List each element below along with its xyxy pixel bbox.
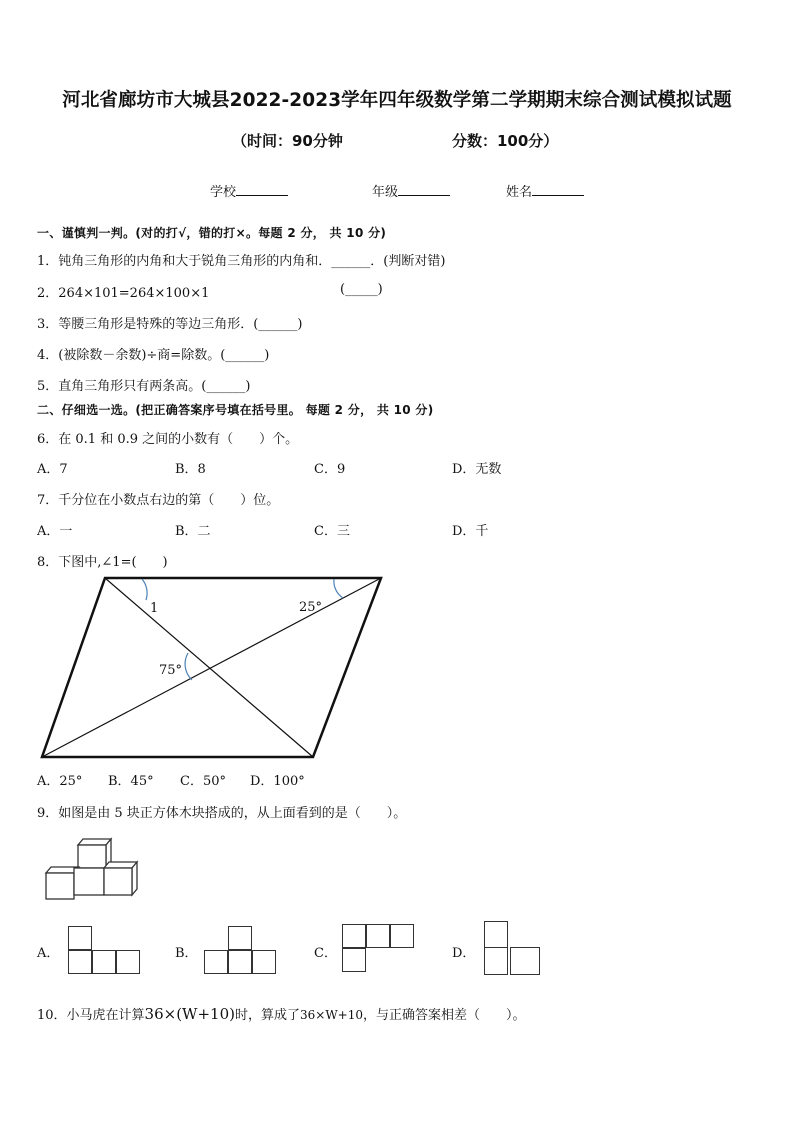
q10-stem-c: ，与正确答案相差（ ）。 <box>362 1008 526 1023</box>
cube-right <box>104 868 132 895</box>
parallelogram-figure <box>36 570 386 762</box>
q10-expr-wrong: 36×W+10 <box>300 1008 363 1022</box>
cube-top <box>78 845 106 868</box>
q9-option-d-figure[interactable] <box>484 921 540 975</box>
section1-title: 一、谨慎判一判。(对的打√，错的打×。每题 2 分， 共 10 分) <box>37 226 387 240</box>
question-6: 6．在 0.1 和 0.9 之间的小数有（ ）个。 <box>37 432 299 447</box>
question-4: 4．(被除数－余数)÷商=除数。(______) <box>37 348 270 363</box>
angle25-arc <box>334 579 343 598</box>
exam-time: （时间：90分钟 <box>232 132 343 150</box>
q6-option-c[interactable]: C．9 <box>314 462 346 477</box>
q9-option-c-label[interactable]: C． <box>314 946 337 961</box>
q9-option-a-figure[interactable] <box>68 926 142 976</box>
name-field[interactable] <box>506 181 584 200</box>
question-2-blank[interactable]: (_____) <box>340 282 383 297</box>
question-10 <box>37 1004 526 1023</box>
question-1: 1．钝角三角形的内角和大于锐角三角形的内角和．______．(判断对错) <box>37 254 446 269</box>
diagonal-2 <box>42 578 381 757</box>
question-9: 9．如图是由 5 块正方体木块搭成的，从上面看到的是（ ）。 <box>37 806 407 821</box>
q8-option-d[interactable]: D．100° <box>250 774 305 789</box>
question-7: 7．千分位在小数点右边的第（ ）位。 <box>37 493 280 508</box>
q7-option-c[interactable]: C．三 <box>314 524 350 539</box>
q9-option-c-figure[interactable] <box>342 924 418 974</box>
grade-field[interactable] <box>372 181 450 200</box>
cube-stack-figure <box>42 835 142 905</box>
question-8: 8．下图中,∠1=( ) <box>37 555 168 570</box>
grade-blank[interactable] <box>398 183 450 196</box>
question-5: 5．直角三角形只有两条高。(______) <box>37 379 251 394</box>
q6-option-d[interactable]: D．无数 <box>452 462 502 477</box>
q6-option-b[interactable]: B．8 <box>175 462 206 477</box>
q10-stem-b: 时，算成了 <box>234 1008 300 1023</box>
exam-title: 河北省廊坊市大城县2022-2023学年四年级数学第二学期期末综合测试模拟试题 <box>62 90 732 111</box>
question-2: 2．264×101=264×100×1 <box>37 286 210 301</box>
q9-option-d-label[interactable]: D． <box>452 946 476 961</box>
grade-label: 年级 <box>372 185 399 200</box>
exam-score: 分数：100分） <box>452 132 559 150</box>
angle25-label: 25° <box>299 600 323 615</box>
cube-left <box>46 873 74 899</box>
school-blank[interactable] <box>236 183 288 196</box>
q7-option-a[interactable]: A．一 <box>37 524 73 539</box>
angle75-arc <box>185 653 192 680</box>
q8-option-b[interactable]: B．45° <box>108 774 154 789</box>
angle75-label: 75° <box>159 663 183 678</box>
school-field[interactable] <box>210 181 288 200</box>
name-label: 姓名 <box>506 185 533 200</box>
q9-option-b-figure[interactable] <box>204 926 278 976</box>
diagonal-1 <box>105 578 313 757</box>
angle1-label: 1 <box>150 601 159 616</box>
angle1-arc <box>142 579 147 600</box>
section2-title: 二、仔细选一选。(把正确答案序号填在括号里。 每题 2 分， 共 10 分) <box>37 403 434 417</box>
name-blank[interactable] <box>532 183 584 196</box>
cube-middle <box>74 868 104 895</box>
q6-option-a[interactable]: A．7 <box>37 462 68 477</box>
q8-option-c[interactable]: C．50° <box>180 774 226 789</box>
q9-option-a-label[interactable]: A． <box>37 946 60 961</box>
q9-option-b-label[interactable]: B． <box>175 946 198 961</box>
q8-option-a[interactable]: A．25° <box>37 774 83 789</box>
q10-expr-correct: 36×(W+10) <box>144 1005 235 1023</box>
q10-stem-a: 10．小马虎在计算 <box>37 1008 145 1023</box>
q7-option-b[interactable]: B．二 <box>175 524 211 539</box>
question-3: 3．等腰三角形是特殊的等边三角形．(______) <box>37 317 303 332</box>
school-label: 学校 <box>210 185 237 200</box>
q7-option-d[interactable]: D．千 <box>452 524 489 539</box>
